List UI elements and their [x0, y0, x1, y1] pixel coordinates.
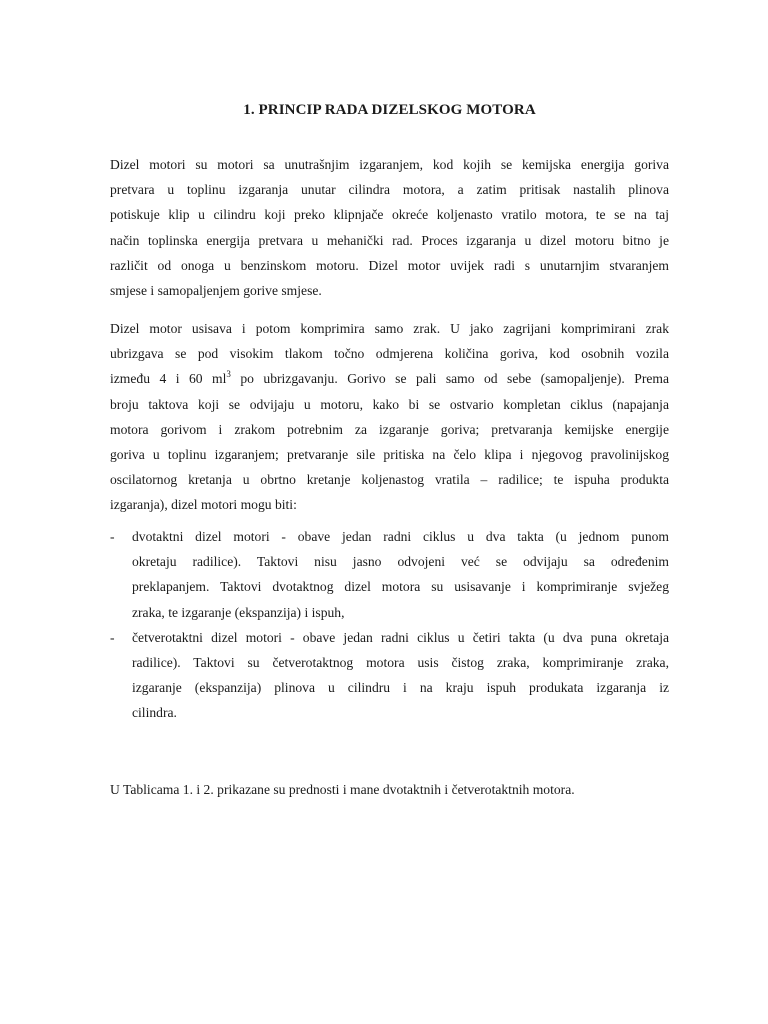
list-item — [110, 625, 669, 726]
paragraph-1-line-4: način toplinska energija pretvara u mehanički rad. Proces izgaranja u dizel motoru bitno je — [110, 232, 669, 248]
list-item — [110, 524, 669, 625]
section-title: 1. PRINCIP RADA DIZELSKOG MOTORA — [243, 102, 536, 118]
list-item-1-line-2: okretaju radilice). Taktovi nisu jasno odvojeni već se odvijaju sa određenim — [132, 554, 669, 570]
paragraph-1-line-2: pretvara u toplinu izgaranja unutar cilindra motora, a zatim pritisak nastalih plinova — [110, 182, 669, 198]
paragraph-2-line-4: broju taktova koji se odvijaju u motoru, kako bi se ostvario kompletan ciklus (napajanja — [110, 396, 669, 412]
table-reference-sentence: U Tablicama 1. i 2. prikazane su prednosti i mane dvotaktnih i četverotaktnih motora. — [110, 782, 575, 797]
paragraph-2-line-1: Dizel motor usisava i potom komprimira samo zrak. U jako zagrijani komprimirani zrak — [110, 321, 669, 336]
paragraph-1-line-6: smjese i samopaljenjem gorive smjese. — [110, 283, 322, 299]
paragraph-2-line-8: izgaranja), dizel motori mogu biti: — [110, 497, 297, 513]
list-item-1-line-3: preklapanjem. Taktovi dvotaktnog dizel motora su usisavanje i komprimiranje svježeg — [132, 579, 669, 595]
paragraph-2-line-3-end: po ubrizgavanju. Gorivo se pali samo od sebe (samopaljenje). Prema — [230, 371, 669, 387]
paragraph-2-line-3 — [110, 366, 669, 391]
engine-type-list — [110, 524, 669, 726]
list-item-2-line-2: radilice). Taktovi su četverotaktnog motora usis čistog zraka, komprimiranje zraka, — [132, 655, 669, 671]
paragraph-2 — [110, 316, 669, 518]
paragraph-1-line-5: različit od onoga u benzinskom motoru. Dizel motor uvijek radi s unutarnjim stvaranjem — [110, 257, 669, 273]
paragraph-2-line-5: motora gorivom i zrakom potrebnim za izgaranje goriva; pretvaranja kemijske energije — [110, 421, 669, 437]
list-dash: - — [110, 529, 115, 544]
list-dash: - — [110, 629, 115, 645]
paragraph-2-line-3-start: između 4 i 60 ml — [110, 371, 227, 387]
list-item-2-line-3: izgaranje (ekspanzija) plinova u cilindru i na kraju ispuh produkata izgaranja iz — [132, 680, 669, 696]
document-page — [110, 0, 669, 1024]
paragraph-2-line-2: ubrizgava se pod visokim tlakom točno odmjerena količina goriva, kod osobnih vozila — [110, 346, 669, 362]
paragraph-1-line-3: potiskuje klip u cilindru koji preko klipnjače okreće koljenasto vratilo motora, te se na taj — [110, 207, 669, 223]
paragraph-2-line-7: oscilatornog kretanja u obrtno kretanje koljenastog vratila – radilice; te ispuha produkta — [110, 472, 669, 488]
list-item-1-line-4: zraka, te izgaranje (ekspanzija) i ispuh, — [132, 604, 345, 620]
list-item-2-line-4: cilindra. — [132, 705, 177, 721]
list-item-2-line-1: četverotaktni dizel motori - obave jedan radni ciklus u četiri takta (u dva puna okretaja — [132, 629, 669, 645]
paragraph-2-line-6: goriva u toplinu izgaranjem; pretvaranje sile pritiska na čelo klipa i njegovog pravolinijskog — [110, 447, 669, 463]
paragraph-1 — [110, 152, 669, 303]
paragraph-1-line-1: Dizel motori su motori sa unutrašnjim izgaranjem, kod kojih se kemijska energija goriva — [110, 157, 669, 172]
superscript-3: 3 — [226, 369, 231, 380]
list-item-1-line-1: dvotaktni dizel motori - obave jedan radni ciklus u dva takta (u jednom punom — [132, 529, 669, 544]
